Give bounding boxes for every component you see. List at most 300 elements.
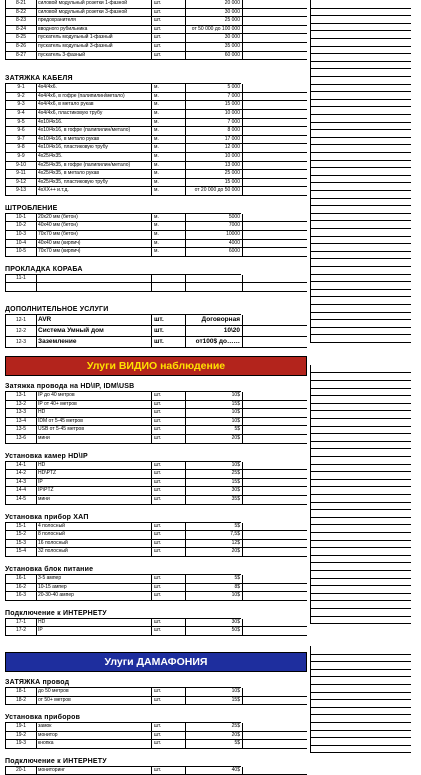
section-title: Установка приборов [5,713,241,723]
cell-name: мини [36,435,150,443]
cell-price: 10\20 [185,326,243,336]
section-title: ЗАТЯЖКА провод [5,678,241,688]
cell-unit: шт. [151,688,186,696]
table-row [5,409,307,418]
cell-name: 4х4/4х6, пластиковую трубу [36,110,150,118]
cell-unit: м. [151,162,186,170]
table-row [5,627,307,636]
section-title: Установка блок питание [5,565,241,575]
cell-unit: м. [151,231,186,239]
cell-price: 60 000 [185,52,243,60]
video-power-section [5,565,307,601]
cell-name: 20-30-40 ампер [36,592,150,600]
cell-unit: шт. [151,462,186,470]
cell-price: 7 000 [185,93,243,101]
cell-name [36,275,150,283]
cell-code: 14-2 [5,470,36,478]
empty-cell [310,745,411,754]
cell-price [185,283,243,291]
cell-name: 4х25/4х35, пластиковую трубу [36,179,150,187]
cell-price: 25 000 [185,170,243,178]
cell-name: от 50+ метров [36,697,150,705]
cell-unit: шт. [151,409,186,417]
table-row [5,592,307,601]
cell-name: силовой модульный розетки 3-фазной [36,9,150,17]
cell-name: мониторинг [36,767,150,775]
cell-name: 40х40 мм (кирпич) [36,240,150,248]
cell-code: 15-3 [5,540,36,548]
cell-unit [151,275,186,283]
table-row [5,283,307,292]
cell-name: IP [36,627,150,635]
cell-code: 9-10 [5,162,36,170]
table-row [5,619,307,628]
cell-unit: м. [151,179,186,187]
cell-unit: шт. [151,584,186,592]
cell-unit: м. [151,187,186,195]
cell-unit: м. [151,214,186,222]
cell-unit: м. [151,84,186,92]
cell-price: 15$ [185,479,243,487]
section-title: Установка прибор ХАП [5,513,241,523]
cell-code: 18-1 [5,688,36,696]
cell-code: 19-3 [5,740,36,748]
cell-price: 30 000 [185,34,243,42]
video-net-section [5,609,307,636]
table-row [5,496,307,505]
cell-unit: шт. [151,627,186,635]
table-row [5,392,307,401]
table-row [5,337,307,348]
cell-name: Заземление [36,337,150,347]
table-row [5,144,307,153]
cell-name: мини [36,496,150,504]
cell-code: 12-2 [5,326,36,336]
cell-unit: шт. [151,487,186,495]
cell-name: 4х25/4х35, в метало рукав [36,170,150,178]
cell-code: 13-6 [5,435,36,443]
cell-name: 4х10/4х16, в метало рукав [36,136,150,144]
table-row [5,487,307,496]
cell-unit: шт. [151,337,186,347]
cell-code: 8-26 [5,43,36,51]
cell-code: 13-3 [5,409,36,417]
cell-code: 14-5 [5,496,36,504]
cell-unit: м. [151,93,186,101]
table-row [5,584,307,593]
table-row [5,435,307,444]
cell-price: 25$ [185,723,243,731]
cell-name: пускатель 3-фазный [36,52,150,60]
table-row [5,426,307,435]
table-row [5,214,307,223]
cell-unit: шт. [151,26,186,34]
cell-name: HD [36,462,150,470]
cell-unit: шт. [151,470,186,478]
cell-price: 5000 [185,214,243,222]
cell-name: IP\PTZ [36,487,150,495]
cell-code: 9-9 [5,153,36,161]
cell-unit: м. [151,127,186,135]
cell-name: 20х20 мм (бетон) [36,214,150,222]
cell-name: монитор [36,732,150,740]
cell-code: 8-23 [5,17,36,25]
cell-price: 10$ [185,592,243,600]
cell-price: 13 000 [185,162,243,170]
cell-name: 4х10/4х16, пластиковую трубу [36,144,150,152]
cell-price: 40$ [185,767,243,775]
cell-code: 16-3 [5,592,36,600]
cell-unit: шт. [151,315,186,325]
cell-price: 15 000 [185,179,243,187]
table-row [5,462,307,471]
table-row [5,110,307,119]
cell-price: 7 000 [185,119,243,127]
table-row [5,153,307,162]
cell-code: 9-12 [5,179,36,187]
cell-price: 20$ [185,732,243,740]
cell-unit: шт. [151,479,186,487]
cell-price: 10 000 [185,110,243,118]
cell-name: вводного рубильника [36,26,150,34]
cell-code: 12-3 [5,337,36,347]
cell-unit: м. [151,222,186,230]
table-row [5,248,307,257]
table-row [5,187,307,196]
cell-code: 10-4 [5,240,36,248]
cell-price: 12$ [185,540,243,548]
cell-price: 10000 [185,231,243,239]
cell-name: HD\PTZ [36,470,150,478]
cell-name: 40х40 мм (бетон) [36,222,150,230]
cell-name: IP до 40 метров [36,392,150,400]
cell-name: IP от 40+ метров [36,401,150,409]
cell-price: от100$ до…… [185,337,243,347]
cell-unit: шт. [151,326,186,336]
cell-name: силовой модульный розетки 1-фазной [36,0,150,8]
cell-price: от 20 000 до 50 000 [185,187,243,195]
cell-unit: шт. [151,9,186,17]
video-hap-section [5,513,307,557]
cell-price: 15$ [185,697,243,705]
table-row [5,470,307,479]
table-row [5,540,307,549]
cell-price: 10 000 [185,153,243,161]
table-row [5,162,307,171]
cell-name: 4х4/4х6, в метало рукав [36,101,150,109]
cell-unit: шт. [151,531,186,539]
cell-code: 14-1 [5,462,36,470]
cell-code: 13-5 [5,426,36,434]
table-row [5,767,307,775]
table-row [5,119,307,128]
cell-name: 3-5 ампер [36,575,150,583]
cell-price: 5$ [185,575,243,583]
table-row [5,170,307,179]
section-title: Установка камер HD\IP [5,452,241,462]
cell-code: 8-21 [5,0,36,8]
cell-unit: шт. [151,0,186,8]
table-row [5,179,307,188]
cell-code: 9-8 [5,144,36,152]
cell-code: 8-22 [5,9,36,17]
cell-price: 30$ [185,619,243,627]
cell-unit: шт. [151,592,186,600]
table-row [5,127,307,136]
table-row [5,418,307,427]
cell-name: 4х4/4х6, в гофре (палипилин/метало) [36,93,150,101]
table-row [5,9,307,18]
domofon-net-section [5,757,307,775]
cell-price: 5$ [185,523,243,531]
cell-name: 8 полосный [36,531,150,539]
cell-code: 10-1 [5,214,36,222]
cell-name: до 50 метров [36,688,150,696]
cell-code [5,283,36,291]
cell-price: 35$ [185,496,243,504]
section-title: ПРОКЛАДКА КОРАБА [5,265,241,275]
cell-unit: м. [151,119,186,127]
cell-name: HD [36,409,150,417]
cell-code: 9-7 [5,136,36,144]
cell-price: 30$ [185,487,243,495]
cell-code: 16-1 [5,575,36,583]
table-row [5,548,307,557]
cell-name: IP [36,479,150,487]
domofon-banner [5,652,307,672]
cell-price: 10$ [185,462,243,470]
price-sheet [5,0,307,775]
cell-price [185,275,243,283]
table-row [5,326,307,337]
table-row [5,101,307,110]
cell-unit: шт. [151,43,186,51]
table-row [5,34,307,43]
cell-unit: шт. [151,740,186,748]
cell-price: 20$ [185,548,243,556]
table-row [5,401,307,410]
cell-name [36,283,150,291]
cell-name: HD [36,619,150,627]
table-row [5,315,307,326]
korob-section [5,265,307,292]
cell-code: 8-27 [5,52,36,60]
cell-price: 8 000 [185,127,243,135]
cell-price: 17 000 [185,136,243,144]
cell-unit: шт. [151,496,186,504]
cell-unit: шт. [151,732,186,740]
cell-price: 20 000 [185,0,243,8]
cell-unit: шт. [151,619,186,627]
cell-price: 35 000 [185,43,243,51]
cell-code: 19-1 [5,723,36,731]
cell-unit: м. [151,248,186,256]
top-rows [5,0,307,60]
table-row [5,531,307,540]
table-row [5,0,307,9]
cell-code: 10-3 [5,231,36,239]
cell-code: 9-11 [5,170,36,178]
right-empty-grid [310,0,416,750]
cell-code: 15-1 [5,523,36,531]
cell-name: предохранителя [36,17,150,25]
cell-price: 8$ [185,584,243,592]
cell-name: 70х70 мм (бетон) [36,231,150,239]
cell-code: 9-5 [5,119,36,127]
cell-price: 5 000 [185,84,243,92]
cell-unit: м. [151,110,186,118]
cell-code: 20-1 [5,767,36,775]
cell-unit: шт. [151,723,186,731]
cell-unit [151,283,186,291]
cell-code: 11-1 [5,275,36,283]
cell-price: 5$ [185,740,243,748]
cell-unit: шт. [151,435,186,443]
cell-price: 6000 [185,248,243,256]
cell-price: 10$ [185,409,243,417]
cell-price: 25 000 [185,17,243,25]
cell-name: кнопка [36,740,150,748]
cell-code: 10-5 [5,248,36,256]
cell-unit: шт. [151,52,186,60]
stroblenie-section [5,204,307,257]
cell-code: 16-2 [5,584,36,592]
cell-name: 70х70 мм (кирпич) [36,248,150,256]
table-row [5,26,307,35]
cell-price: 15$ [185,401,243,409]
cell-price: 7,5$ [185,531,243,539]
table-row [5,52,307,61]
cell-price: 7000 [185,222,243,230]
cell-unit: шт. [151,697,186,705]
table-row [5,240,307,249]
cell-price: 12 000 [185,144,243,152]
table-row [5,43,307,52]
cell-unit: шт. [151,392,186,400]
cell-code: 14-4 [5,487,36,495]
cell-unit: шт. [151,575,186,583]
section-title: ДОПОЛНИТЕЛЬНОЕ УСЛУГИ [5,305,241,315]
cell-name: 4х25/4х35. [36,153,150,161]
cell-price: 10$ [185,688,243,696]
cell-name: 4х10/4х16. [36,119,150,127]
cell-code: 9-2 [5,93,36,101]
table-row [5,93,307,102]
cell-name: Система Умный дом [36,326,150,336]
cell-unit: м. [151,240,186,248]
cell-code: 9-1 [5,84,36,92]
table-row [5,732,307,741]
section-title: Подключение к ИНТЕРНЕТУ [5,757,241,767]
cell-code: 17-1 [5,619,36,627]
section-title: Затяжка провода на HD\IP, IDM\USB [5,382,241,392]
cell-price: 10$ [185,418,243,426]
cell-code: 9-3 [5,101,36,109]
cell-name: 10-15 ампер [36,584,150,592]
cell-price: 15 000 [185,101,243,109]
domofon-dev-section [5,713,307,749]
cell-price: 30 000 [185,9,243,17]
cell-price: 25$ [185,470,243,478]
cell-unit: м. [151,101,186,109]
cell-price: 10$ [185,392,243,400]
banner-title: Улуги ДАМАФОНИЯ [104,655,208,668]
cell-code: 15-2 [5,531,36,539]
cell-code: 10-2 [5,222,36,230]
cell-code: 15-4 [5,548,36,556]
table-row [5,523,307,532]
cell-unit: м. [151,144,186,152]
table-row [5,84,307,93]
cell-unit: шт. [151,401,186,409]
empty-cell [310,334,411,343]
section-title: ШТРОБЛЕНИЕ [5,204,241,214]
cell-price: 20$ [185,435,243,443]
cell-unit: шт. [151,34,186,42]
section-title: Подключение к ИНТЕРНЕТУ [5,609,241,619]
cell-unit: шт. [151,17,186,25]
cell-unit: м. [151,136,186,144]
cell-code: 18-2 [5,697,36,705]
cell-name: 4х10/4х16, в гофре (палипилин/метало) [36,127,150,135]
cell-code: 13-4 [5,418,36,426]
cell-unit: шт. [151,548,186,556]
cell-code: 8-24 [5,26,36,34]
video-banner [5,356,307,376]
table-row [5,575,307,584]
cell-price: 50$ [185,627,243,635]
cell-unit: шт. [151,523,186,531]
cell-code: 14-3 [5,479,36,487]
cell-unit: м. [151,170,186,178]
cell-code: 13-1 [5,392,36,400]
cell-code: 17-2 [5,627,36,635]
extra-section [5,305,307,348]
cell-name: USB от 5-45 метров [36,426,150,434]
table-row [5,697,307,706]
cell-code: 8-25 [5,34,36,42]
table-row [5,723,307,732]
cell-code: 19-2 [5,732,36,740]
domofon-wire-section [5,678,307,705]
cell-name: AVR [36,315,150,325]
cell-name: 32 полосный [36,548,150,556]
cell-name: 4 полосный [36,523,150,531]
cell-name: 4х4/4х6. [36,84,150,92]
section-title: ЗАТЯЖКА КАБЕЛЯ [5,74,241,84]
table-row [5,231,307,240]
cell-unit: шт. [151,418,186,426]
table-row [5,222,307,231]
table-row [5,479,307,488]
video-cam-section [5,452,307,505]
cell-unit: шт. [151,540,186,548]
cell-code: 13-2 [5,401,36,409]
cell-price: Договорная [185,315,243,325]
empty-cell [310,616,411,625]
cell-code: 9-4 [5,110,36,118]
cell-code: 9-13 [5,187,36,195]
cell-unit: шт. [151,767,186,775]
cell-name: пускатель модульный 1-фазный [36,34,150,42]
video-wire-section [5,382,307,444]
cell-name: пускатель модульный 3-фазный [36,43,150,51]
cell-unit: м. [151,153,186,161]
cell-name: IDM от 5-45 метров [36,418,150,426]
table-row [5,136,307,145]
cell-price: 4000 [185,240,243,248]
table-row [5,17,307,26]
